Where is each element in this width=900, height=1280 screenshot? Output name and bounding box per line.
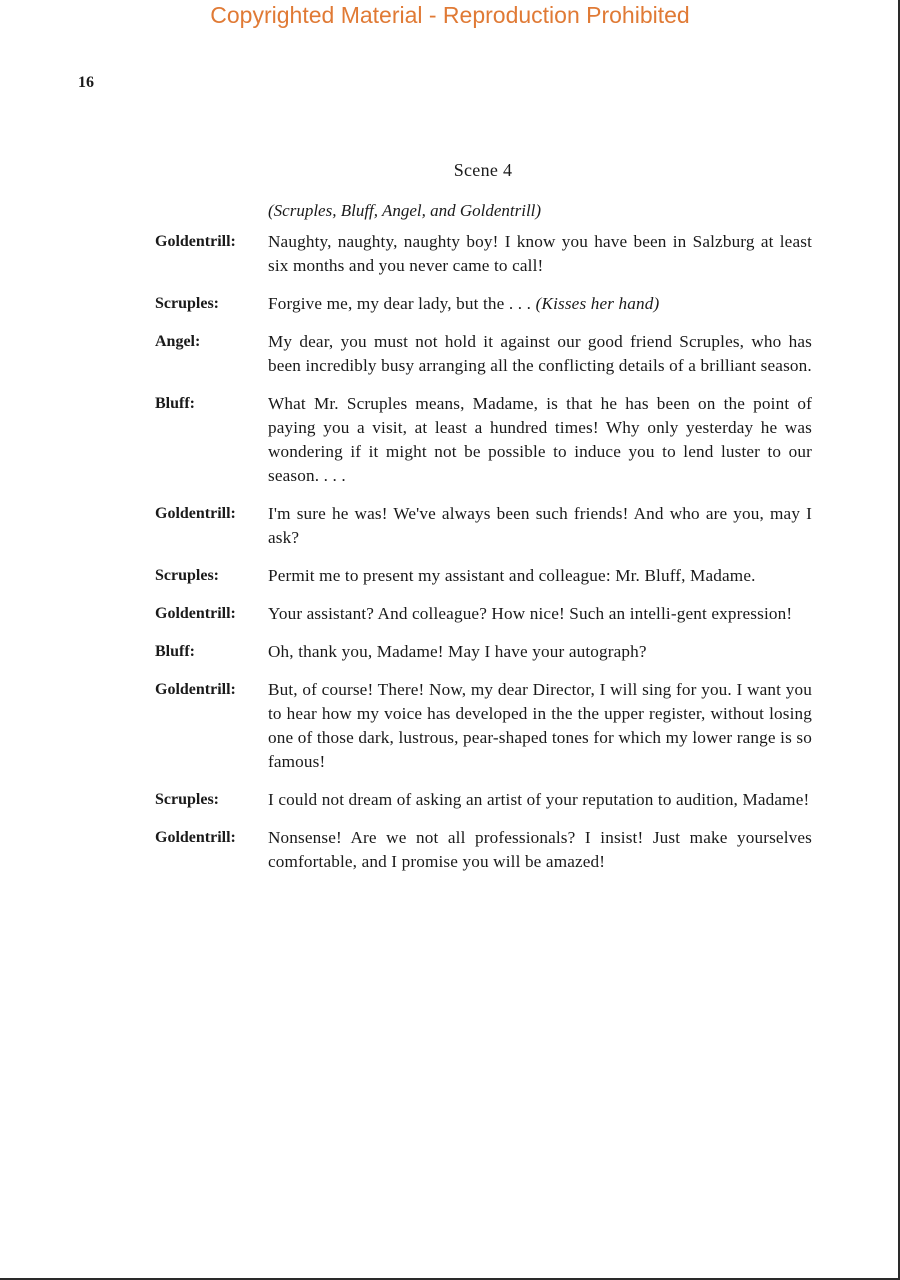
dialogue-line <box>155 564 812 588</box>
speech-text <box>268 292 812 316</box>
speaker-name: Goldentrill: <box>155 681 236 698</box>
dialogue-line <box>155 826 812 874</box>
speech-text: Naughty, naughty, naughty boy! I know you have been in Salzburg at least six months and you never came to call! <box>268 232 812 275</box>
speech-text: But, of course! There! Now, my dear Director, I will sing for you. I want you to hear how my voice has developed in the the upper register, without losing one of those dark, lustrous, pear-shaped tones for which my lower range is so famous! <box>268 680 812 771</box>
dialogue-line <box>155 392 812 488</box>
speaker-name: Scruples: <box>155 295 219 312</box>
scene-title: Scene 4 <box>453 160 513 180</box>
speech-text: I could not dream of asking an artist of your reputation to audition, Madame! <box>268 790 810 809</box>
speaker-name: Bluff: <box>155 643 195 660</box>
speech-text: Your assistant? And colleague? How nice! Such an intelli-gent expression! <box>268 604 793 623</box>
speech-text: What Mr. Scruples means, Madame, is that he has been on the point of paying you a visit, at least a hundred times! Why only yesterday he was wondering if it might not be possible to induce you to lend luster to our season. . . . <box>268 394 812 485</box>
speech-text: Nonsense! Are we not all professionals? I insist! Just make yourselves comfortable, and I promise you will be amazed! <box>268 828 812 871</box>
speech-text: I'm sure he was! We've always been such friends! And who are you, may I ask? <box>268 504 812 547</box>
speech-text: Oh, thank you, Madame! May I have your autograph? <box>268 642 647 661</box>
page-number: 16 <box>78 74 94 91</box>
stage-direction: (Scruples, Bluff, Angel, and Goldentrill) <box>268 201 542 220</box>
dialogue-line <box>155 502 812 550</box>
speaker-name: Bluff: <box>155 395 195 412</box>
dialogue-line <box>155 788 812 812</box>
speaker-name: Scruples: <box>155 567 219 584</box>
speaker-name: Goldentrill: <box>155 605 236 622</box>
dialogue-line <box>155 602 812 626</box>
dialogue-line <box>155 230 812 278</box>
dialogue-line <box>155 330 812 378</box>
speaker-name: Goldentrill: <box>155 233 236 250</box>
dialogue-line <box>155 678 812 774</box>
copyright-watermark: Copyrighted Material - Reproduction Prohibited <box>210 2 690 28</box>
speaker-name: Goldentrill: <box>155 829 236 846</box>
speaker-name: Scruples: <box>155 791 219 808</box>
inline-stage-direction: (Kisses her hand) <box>535 294 660 313</box>
speaker-name: Angel: <box>155 333 201 350</box>
speaker-name: Goldentrill: <box>155 505 236 522</box>
dialogue-line <box>155 292 812 316</box>
speech-text: Permit me to present my assistant and colleague: Mr. Bluff, Madame. <box>268 566 756 585</box>
dialogue-line <box>155 640 812 664</box>
dialogue-list <box>155 230 812 888</box>
speech-text: My dear, you must not hold it against our good friend Scruples, who has been incredibly busy arranging all the conflicting details of a brilliant season. <box>268 332 812 375</box>
speech-text-span: Forgive me, my dear lady, but the . . . <box>268 294 532 313</box>
